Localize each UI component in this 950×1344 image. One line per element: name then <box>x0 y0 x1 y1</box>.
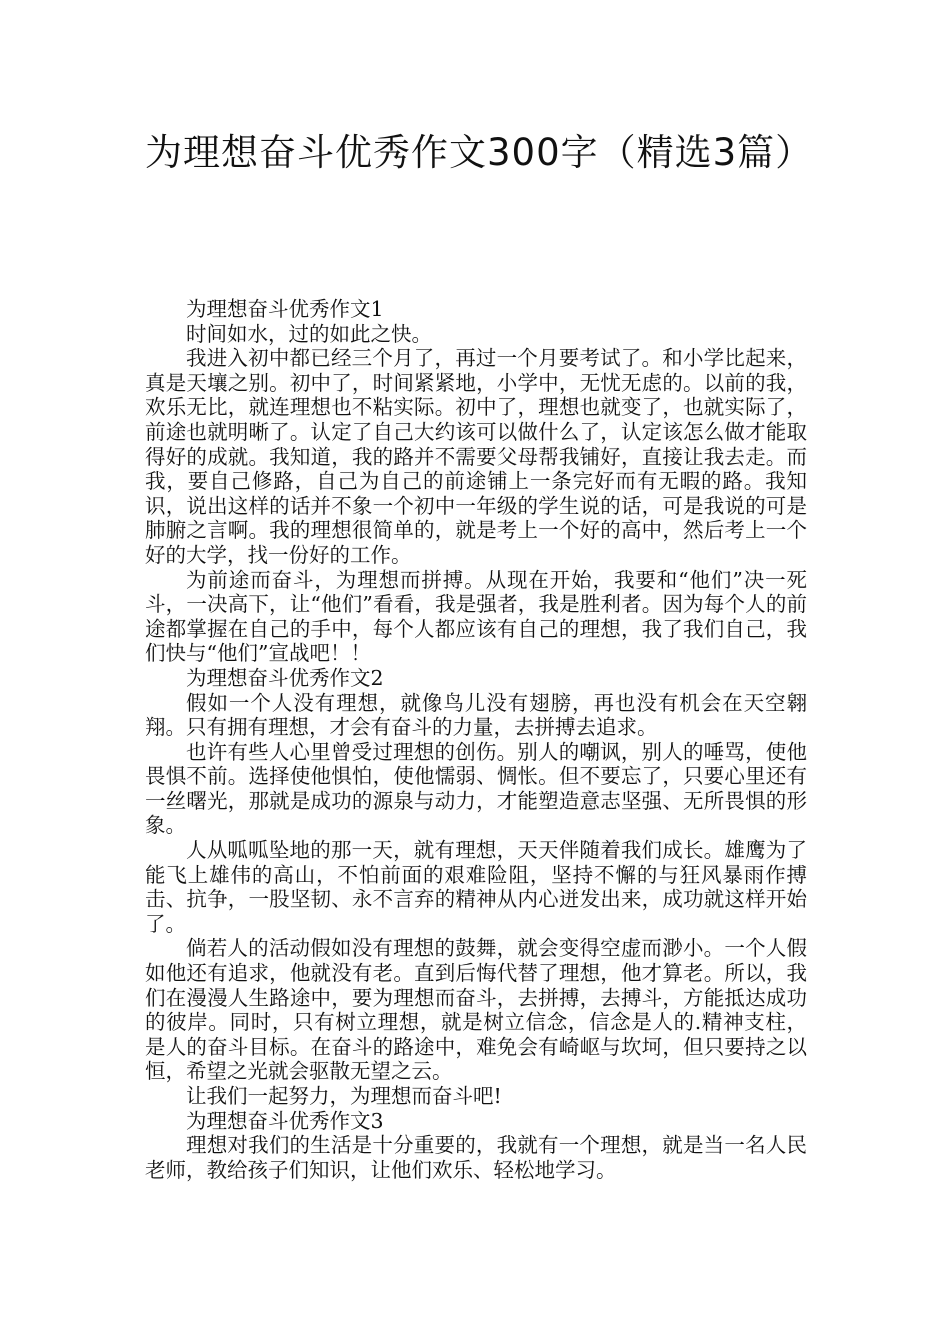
body-paragraph: 为前途而奋斗，为理想而拼搏。从现在开始，我要和“他们”决一死斗，一决高下，让“他们”看看，我是强者，我是胜利者。因为每个人的前途都掌握在自己的手中，每个人都应该有自己的理想，我了我们自己，我们快与“他们”宣战吧！！ <box>145 567 807 666</box>
essay-heading-3: 为理想奋斗优秀作文3 <box>186 1108 384 1133</box>
body-paragraph: 假如一个人没有理想，就像鸟儿没有翅膀，再也没有机会在天空翱翔。只有拥有理想，才会有奋斗的力量，去拼搏去追求。 <box>145 690 807 740</box>
document-title: 为理想奋斗优秀作文300字（精选3篇） <box>145 131 814 174</box>
body-paragraph: 让我们一起努力，为理想而奋斗吧! <box>186 1084 502 1108</box>
body-paragraph: 也许有些人心里曾受过理想的创伤。别人的嘲讽，别人的唾骂，使他畏惧不前。选择使他惧怕，使他懦弱、惆怅。但不要忘了，只要心里还有一丝曙光，那就是成功的源泉与动力，才能塑造意志坚强、无所畏惧的形象。 <box>145 739 807 838</box>
essay-heading-1: 为理想奋斗优秀作文1 <box>186 297 384 321</box>
body-paragraph: 我进入初中都已经三个月了，再过一个月要考试了。和小学比起来，真是天壤之别。初中了，时间紧紧地，小学中，无忧无虑的。以前的我，欢乐无比，就连理想也不粘实际。初中了，理想也就变了，也就实际了，前途也就明晰了。认定了自己大约该可以做什么了，认定该怎么做才能取得好的成就。我知道，我的路并不需要父母帮我铺好，直接让我去走。而我，要自己修路，自己为自己的前途铺上一条完好而有无暇的路。我知识，说出这样的话并不象一个初中一年级的学生说的话，可是我说的可是肺腑之言啊。我的理想很简单的，就是考上一个好的高中，然后考上一个好的大学，找一份好的工作。 <box>145 346 807 567</box>
body-paragraph: 人从呱呱坠地的那一天，就有理想，天天伴随着我们成长。雄鹰为了能飞上雄伟的高山，不怕前面的艰难险阻，坚持不懈的与狂风暴雨作搏击、抗争，一股坚韧、永不言弃的精神从内心迸发出来，成功就这样开始了。 <box>145 838 807 936</box>
body-paragraph: 时间如水，过的如此之快。 <box>186 321 432 346</box>
essay-heading-2: 为理想奋斗优秀作文2 <box>186 665 384 690</box>
body-paragraph: 倘若人的活动假如没有理想的鼓舞，就会变得空虚而渺小。一个人假如他还有追求，他就没有老。直到后悔代替了理想，他才算老。所以，我们在漫漫人生路途中，要为理想而奋斗，去拼搏，去搏斗，方能抵达成功的彼岸。同时，只有树立理想，就是树立信念，信念是人的.精神支柱，是人的奋斗目标。在奋斗的路途中，难免会有崎岖与坎坷，但只要持之以恒，希望之光就会驱散无望之云。 <box>145 936 807 1084</box>
body-paragraph: 理想对我们的生活是十分重要的，我就有一个理想，就是当一名人民老师，教给孩子们知识，让他们欢乐、轻松地学习。 <box>145 1133 807 1182</box>
document-body <box>145 297 807 1182</box>
